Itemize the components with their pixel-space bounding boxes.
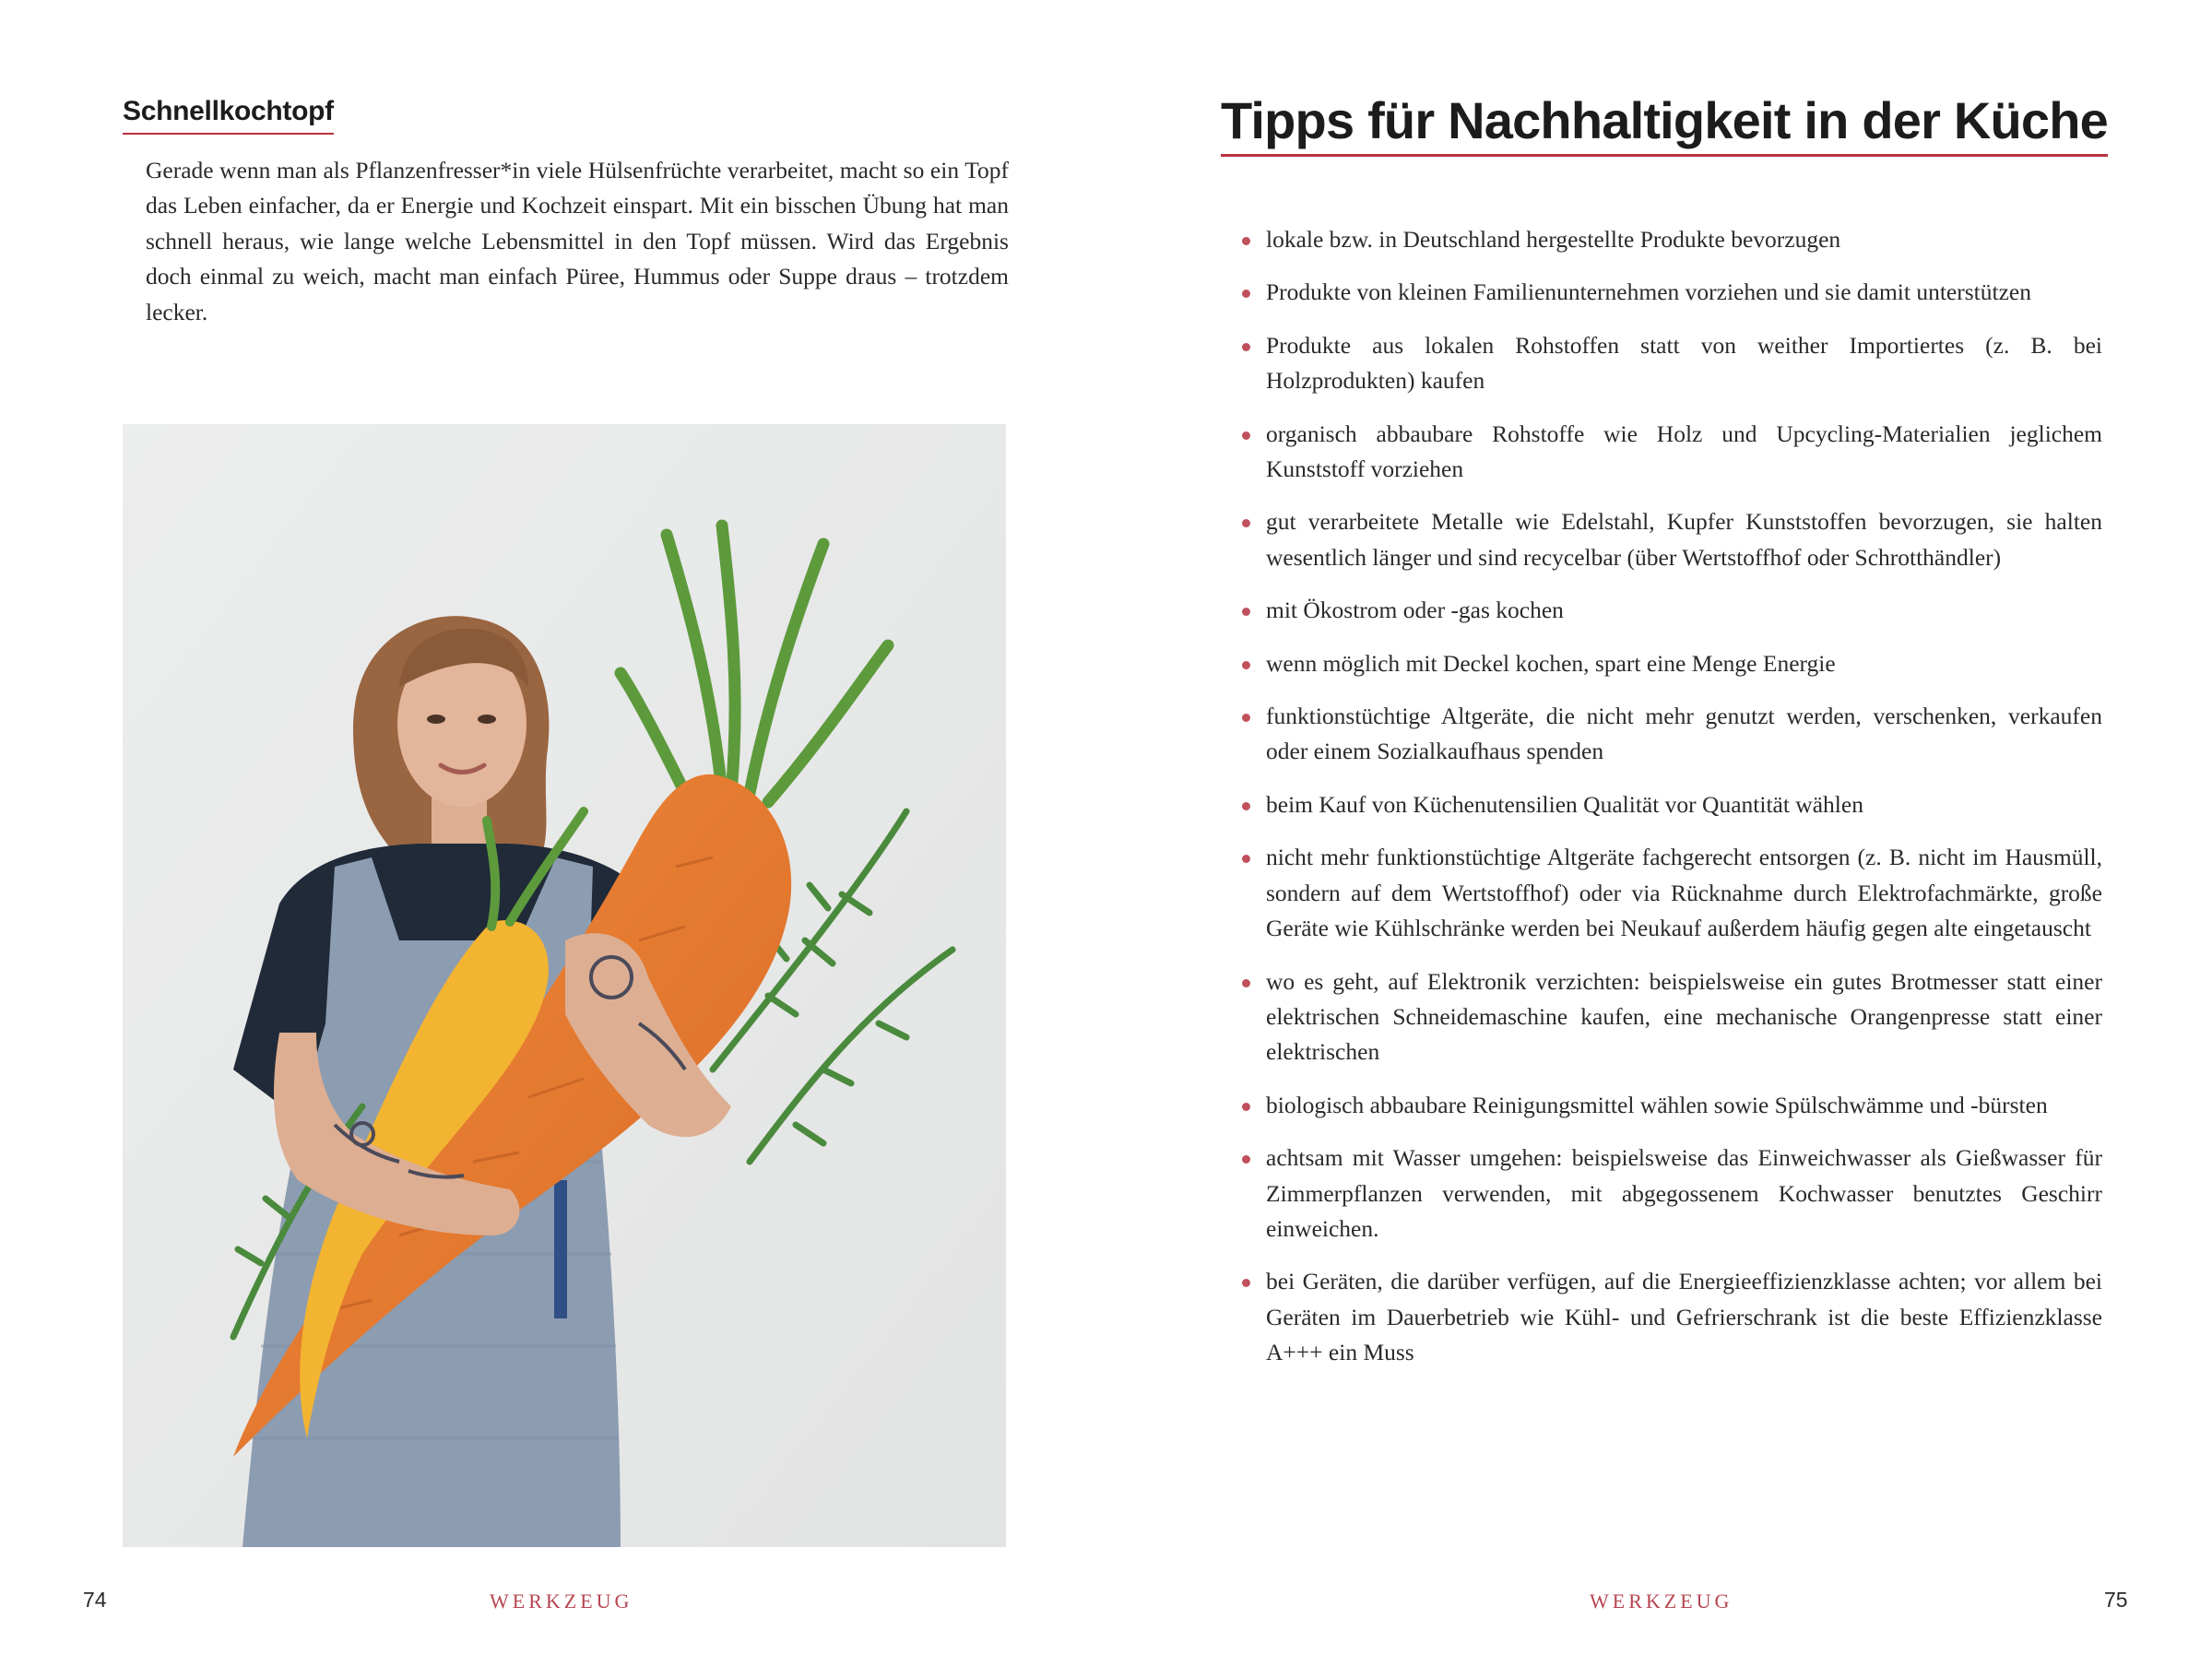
bullet-icon [1242, 1279, 1250, 1287]
bullet-icon [1242, 979, 1250, 987]
bullet-icon [1242, 802, 1250, 810]
list-item-text: Produkte von kleinen Familienunternehmen vorziehen und sie damit unterstützen [1266, 278, 2031, 306]
page-number-left: 74 [83, 1588, 107, 1612]
list-item-text: bei Geräten, die darüber verfügen, auf die Energieeffizienzklasse achten; vor allem bei Geräten im Dauerbetrieb wie Kühl- und Gefrierschrank ist die beste Effizienzklasse A+++ ein Muss [1266, 1268, 2102, 1366]
list-item-text: lokale bzw. in Deutschland hergestellte Produkte bevorzugen [1266, 226, 1841, 253]
section-heading-schnellkochtopf: Schnellkochtopf [123, 96, 334, 135]
page-title: Tipps für Nachhaltigkeit in der Küche [1221, 90, 2108, 157]
list-item-text: mit Ökostrom oder -gas kochen [1266, 597, 1564, 624]
list-item-text: achtsam mit Wasser umgehen: beispielsweise das Einweichwasser als Gießwasser für Zimmerpflanzen verwenden, mit abgegossenem Kochwasser benutztes Geschirr einweichen. [1266, 1144, 2102, 1242]
list-item [1242, 840, 2102, 946]
list-item-text: nicht mehr funktionstüchtige Altgeräte fachgerecht entsorgen (z. B. nicht im Hausmüll, sondern auf dem Wertstoffhof) oder via Rücknahme durch Elektrofachmärkte, große Geräte wie Kühlschränke werden bei Neukauf außerdem häufig gegen alte eingetauscht [1266, 844, 2102, 942]
list-item [1242, 504, 2102, 575]
bullet-icon [1242, 431, 1250, 440]
list-item-text: gut verarbeitete Metalle wie Edelstahl, Kupfer Kunststoffen bevorzugen, sie halten wesentlich länger und sind recycelbar (über Wertstoffhof oder Schrotthändler) [1266, 508, 2102, 571]
bullet-icon [1242, 714, 1250, 722]
photo-woman-with-carrots [123, 424, 1006, 1547]
list-item [1242, 787, 2102, 822]
apron-string [554, 1180, 567, 1318]
bullet-icon [1242, 855, 1250, 863]
bullet-icon [1242, 1155, 1250, 1164]
running-footer-right: WERKZEUG [1590, 1589, 1733, 1613]
bullet-icon [1242, 661, 1250, 669]
bullet-icon [1242, 343, 1250, 351]
list-item-text: wo es geht, auf Elektronik verzichten: beispielsweise ein gutes Brotmesser statt einer elektrischen Schneidemaschine kaufen, eine mechanische Orangenpresse statt einer elektrischen [1266, 967, 2102, 1066]
list-item [1242, 699, 2102, 770]
list-item [1242, 222, 2102, 257]
list-item [1242, 964, 2102, 1070]
page-number-right: 75 [2104, 1588, 2128, 1612]
list-item [1242, 1264, 2102, 1370]
running-footer-left: WERKZEUG [490, 1589, 633, 1613]
tips-list [1242, 222, 2102, 1388]
list-item-text: funktionstüchtige Altgeräte, die nicht mehr genutzt werden, verschenken, verkaufen oder einem Sozialkaufhaus spenden [1266, 703, 2102, 765]
list-item [1242, 646, 2102, 681]
list-item [1242, 275, 2102, 310]
list-item [1242, 328, 2102, 399]
list-item-text: beim Kauf von Küchenutensilien Qualität vor Quantität wählen [1266, 790, 1863, 818]
list-item-text: organisch abbaubare Rohstoffe wie Holz und Upcycling-Materialien jeglichem Kunststoff vorziehen [1266, 420, 2102, 483]
list-item-text: biologisch abbaubare Reinigungsmittel wählen sowie Spülschwämme und -bürsten [1266, 1091, 2048, 1118]
list-item-text: wenn möglich mit Deckel kochen, spart eine Menge Energie [1266, 649, 1836, 677]
eye-right [478, 715, 496, 724]
bullet-icon [1242, 1103, 1250, 1111]
list-item [1242, 417, 2102, 488]
list-item [1242, 1140, 2102, 1247]
section-body-text: Gerade wenn man als Pflanzenfresser*in viele Hülsenfrüchte verarbeitet, macht so ein Topf das Leben einfacher, da er Energie und Kochzeit einspart. Mit ein bisschen Übung hat man schnell heraus, wie lange welche Lebensmittel in den Topf müssen. Wird das Ergebnis doch einmal zu weich, macht man einfach Püree, Hummus oder Suppe draus – trotzdem lecker. [146, 157, 1009, 325]
list-item [1242, 593, 2102, 628]
list-item [1242, 1088, 2102, 1123]
bullet-icon [1242, 290, 1250, 298]
photo-illustration [123, 424, 1006, 1547]
eye-left [427, 715, 445, 724]
bullet-icon [1242, 519, 1250, 527]
list-item-text: Produkte aus lokalen Rohstoffen statt von weither Importiertes (z. B. bei Holzprodukten) kaufen [1266, 331, 2102, 395]
bullet-icon [1242, 608, 1250, 616]
bullet-icon [1242, 237, 1250, 245]
